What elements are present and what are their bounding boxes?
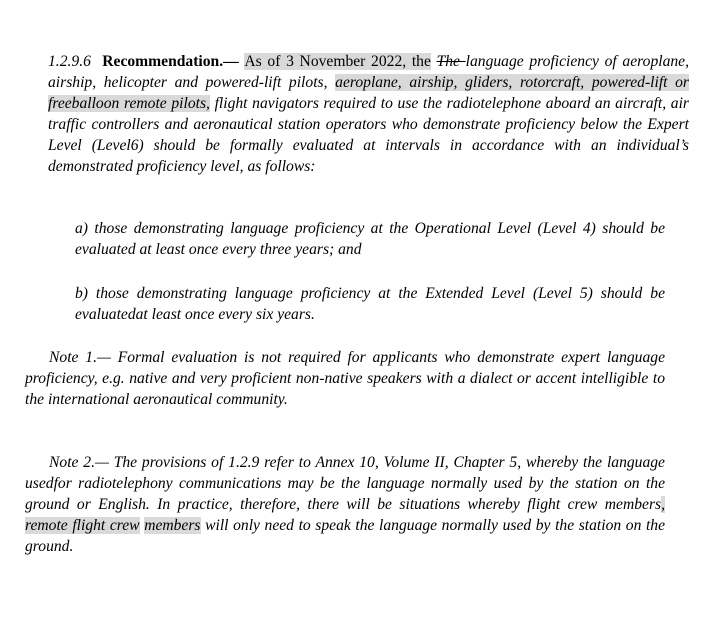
provision-text-1: language proficiency of aeroplane, airship, helicopter and powered-lift pilots, xyxy=(48,53,689,91)
deleted-text: The xyxy=(436,53,466,70)
note-1-label: Note 1.— xyxy=(49,349,111,366)
inserted-date-text: As of 3 November 2022, the xyxy=(244,53,431,70)
inserted-remote-pilots-text: aeroplane, airship, gliders, rotorcraft, powered-lift or freeballoon remote pilots, xyxy=(48,74,690,112)
inserted-members-text: members xyxy=(144,517,201,534)
note-1-text: Formal evaluation is not required for applicants who demonstrate expert language proficiency, e.g. native and very proficient non-native speakers with a dialect or accent intelligible to the international aeronautical community. xyxy=(25,349,665,408)
list-item-a: a) those demonstrating language proficiency at the Operational Level (Level 4) should be evaluated at least once every three years; and xyxy=(75,220,665,258)
provision-text-2: flight navigators required to use the radiotelephone aboard an aircraft, air traffic controllers and aeronautical station operators who demonstrate proficiency below the Expert Level (Level6) should be formally evaluated at intervals in accordance with an individual’s demonstrated proficiency level, as follows: xyxy=(48,95,689,175)
provision-paragraph xyxy=(48,51,689,177)
note-2 xyxy=(25,452,665,557)
provision-number: 1.2.9.6 xyxy=(48,53,91,70)
note-1 xyxy=(25,347,665,410)
list-item-b: b) those demonstrating language proficiency at the Extended Level (Level 5) should be evaluatedat least once every six years. xyxy=(75,285,665,323)
provision-dash: — xyxy=(223,53,239,70)
inserted-remote-crew-text: , remote flight crew xyxy=(25,496,665,534)
provision-heading: Recommendation. xyxy=(102,53,224,70)
note-2-text: The provisions of 1.2.9 refer to Annex 10, Volume II, Chapter 5, whereby the language usedfor radiotelephony communications may be the language normally used by the station on the ground or English. In practice, therefore, there will be situations whereby flight crew members xyxy=(25,454,665,513)
note-2-text-end: will only need to speak the language normally used by the station on the ground. xyxy=(25,517,666,555)
note-2-label: Note 2.— xyxy=(49,454,109,471)
